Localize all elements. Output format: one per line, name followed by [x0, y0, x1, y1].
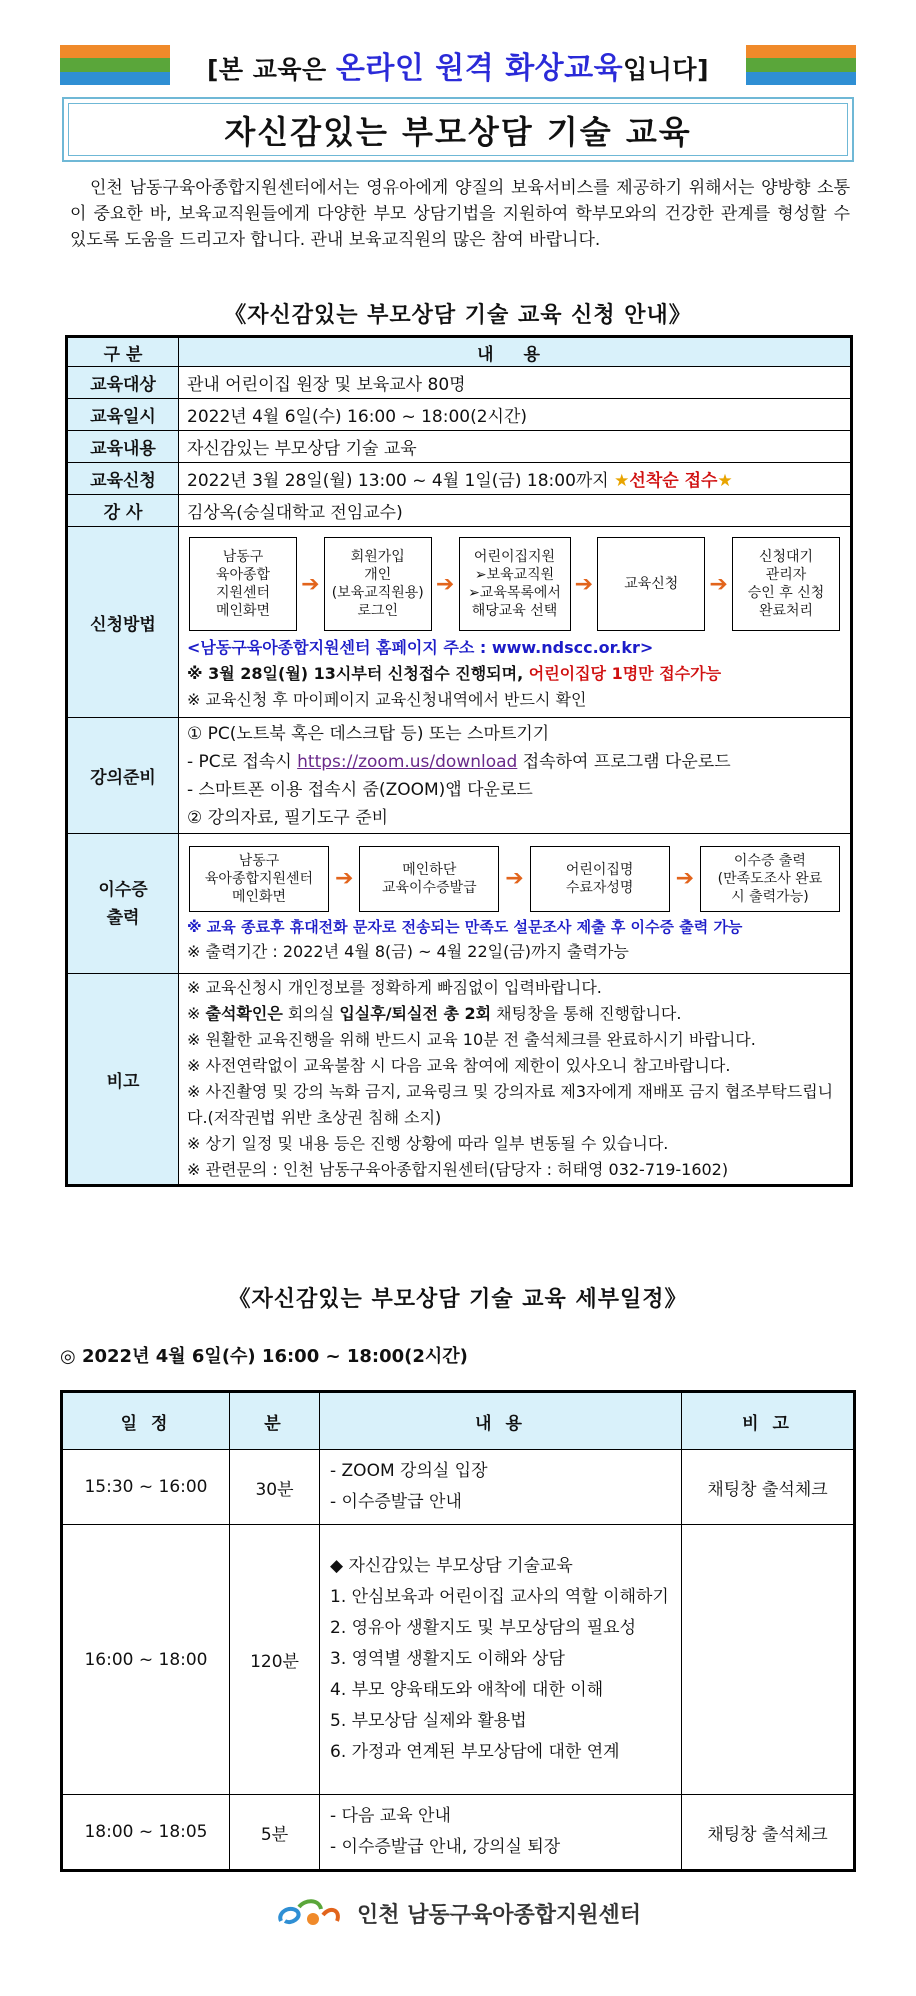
- apply-note: ※ 교육신청 후 마이페이지 교육신청내역에서 반드시 확인: [187, 690, 587, 709]
- schedule-item: 4. 부모 양육태도와 애착에 대한 이해: [330, 1680, 604, 1700]
- page-title: 자신감있는 부모상담 기술 교육: [68, 103, 848, 156]
- flow-step: 어린이집지원 ➢보육교직원 ➢교육목록에서 해당교육 선택: [459, 537, 571, 631]
- remark-line: [187, 1001, 842, 1027]
- schedule-note: 채팅창 출석체크: [682, 1450, 855, 1525]
- flow-step: 회원가입 개인 (보육교직원용) 로그인: [324, 537, 432, 631]
- table-row: [62, 1795, 855, 1871]
- color-stripe-right: [746, 45, 856, 85]
- row-label: 신청방법: [67, 527, 179, 718]
- prep-text: - PC로 접속시: [187, 751, 298, 772]
- apply-method-cell: [179, 527, 852, 718]
- schedule-header: 일 정: [62, 1392, 230, 1450]
- arrow-right-icon: ➔: [709, 571, 728, 597]
- schedule-date: ◎ 2022년 4월 6일(수) 16:00 ~ 18:00(2시간): [60, 1346, 468, 1367]
- first-come-badge: 선착순 접수: [629, 471, 718, 491]
- row-label: [67, 834, 179, 974]
- flow-step: 신청대기 관리자 승인 후 신청 완료처리: [732, 537, 840, 631]
- section-title-application: 《자신감있는 부모상담 기술 교육 신청 안내》: [224, 303, 692, 328]
- prep-line: [187, 748, 842, 776]
- schedule-header: 비 고: [682, 1392, 855, 1450]
- schedule-item: - 다음 교육 안내: [330, 1806, 451, 1826]
- application-table: [65, 335, 853, 1187]
- cert-note: ※ 출력기간 : 2022년 4월 8(금) ~ 4월 22일(금)까지 출력가능: [187, 941, 629, 961]
- row-label: 교육대상: [67, 367, 179, 399]
- footer: [0, 1895, 916, 1931]
- schedule-item: - 이수증발급 안내, 강의실 퇴장: [330, 1837, 561, 1857]
- table-header-label: 구 분: [67, 337, 179, 367]
- remark-line: ※ 사전연락없이 교육불참 시 다음 교육 참여에 제한이 있사오니 참고바랍니다.: [187, 1056, 731, 1075]
- color-stripe-left: [60, 45, 170, 85]
- schedule-item: 5. 부모상담 실제와 활용법: [330, 1711, 527, 1731]
- schedule-item: - ZOOM 강의실 입장: [330, 1461, 488, 1481]
- remarks-cell: [179, 974, 852, 1186]
- top-banner: [60, 40, 856, 90]
- prep-line: - 스마트폰 이용 접속시 줌(ZOOM)앱 다운로드: [187, 779, 533, 800]
- intro-paragraph: 인천 남동구육아종합지원센터에서는 영유아에게 양질의 보육서비스를 제공하기 위해서는 양방향 소통이 중요한 바, 보육교직원들에게 다양한 부모 상담기법을 지원하여 학부모와의 건강한 관계를 형성할 수 있도록 도움을 드리고자 합니다. 관내 보육교직원의 많은 참여 바랍니다.: [70, 178, 850, 250]
- row-label: 교육일시: [67, 399, 179, 431]
- schedule-note: 채팅창 출석체크: [682, 1795, 855, 1871]
- flow-step: 남동구 육아종합 지원센터 메인화면: [189, 537, 297, 631]
- schedule-time: 18:00 ~ 18:05: [62, 1795, 230, 1871]
- apply-limit-text: 어린이집당 1명만 접수가능: [528, 664, 722, 683]
- remark-bold: 출석확인은: [205, 1004, 283, 1023]
- cert-cell: [179, 834, 852, 974]
- remark-text: 회의실: [282, 1004, 340, 1023]
- schedule-item: ◆ 자신감있는 부모상담 기술교육: [330, 1556, 573, 1576]
- cert-label: 이수증: [98, 879, 148, 900]
- schedule-note: [682, 1525, 855, 1795]
- remark-text: ※: [187, 1004, 206, 1023]
- schedule-item: 1. 안심보육과 어린이집 교사의 역할 이해하기: [330, 1587, 669, 1607]
- homepage-link[interactable]: <남동구육아종합지원센터 홈페이지 주소 : www.ndscc.or.kr>: [187, 638, 654, 657]
- cert-label: 출력: [106, 907, 140, 928]
- cert-note: ※ 교육 종료후 휴대전화 문자로 전송되는 만족도 설문조사 제출 후 이수증 출력 가능: [187, 917, 743, 936]
- schedule-minutes: 5분: [230, 1795, 320, 1871]
- remark-line: ※ 원활한 교육진행을 위해 반드시 교육 10분 전 출석체크를 완료하시기 바랍니다.: [187, 1030, 756, 1049]
- row-value: 2022년 4월 6일(수) 16:00 ~ 18:00(2시간): [179, 399, 852, 431]
- arrow-right-icon: ➔: [675, 866, 694, 891]
- remark-line: ※ 사진촬영 및 강의 녹화 금지, 교육링크 및 강의자료 제3자에게 재배포 금지 협조부탁드립니다.(저작권법 위반 초상권 침해 소지): [187, 1082, 834, 1127]
- row-label: 교육신청: [67, 463, 179, 495]
- remark-bold: 입실후/퇴실전 총 2회: [339, 1004, 492, 1023]
- row-value: 관내 어린이집 원장 및 보육교사 80명: [179, 367, 852, 399]
- prep-line: ② 강의자료, 필기도구 준비: [187, 807, 389, 828]
- apply-note-text: ※ 3월 28일(월) 13시부터 신청접수 진행되며,: [187, 664, 529, 683]
- apply-note: [187, 661, 842, 687]
- table-row: [62, 1450, 855, 1525]
- row-label: 강의준비: [67, 718, 179, 834]
- schedule-item: 6. 가정과 연계된 부모상담에 대한 연계: [330, 1742, 620, 1762]
- row-label: 교육내용: [67, 431, 179, 463]
- star-icon: ★: [717, 471, 733, 491]
- table-header-content: 내 용: [179, 337, 852, 367]
- row-value: [179, 463, 852, 495]
- row-value: 자신감있는 부모상담 기술 교육: [179, 431, 852, 463]
- zoom-download-link[interactable]: https://zoom.us/download: [297, 751, 518, 772]
- prep-line: ① PC(노트북 혹은 데스크탑 등) 또는 스마트기기: [187, 723, 550, 744]
- arrow-right-icon: ➔: [334, 866, 354, 891]
- schedule-minutes: 30분: [230, 1450, 320, 1525]
- schedule-header: 내 용: [320, 1392, 682, 1450]
- schedule-header: 분: [230, 1392, 320, 1450]
- center-logo-icon: [275, 1895, 345, 1931]
- remark-line: ※ 교육신청시 개인정보를 정확하게 빠짐없이 입력바랍니다.: [187, 978, 602, 997]
- title-box: [62, 97, 854, 162]
- row-label: 강 사: [67, 495, 179, 527]
- schedule-content: [320, 1525, 682, 1795]
- apply-period: 2022년 3월 28일(월) 13:00 ~ 4월 1일(금) 18:00까지: [187, 471, 615, 491]
- schedule-content: [320, 1450, 682, 1525]
- prep-text: 접속하여 프로그램 다운로드: [517, 751, 731, 772]
- prep-cell: [179, 718, 852, 834]
- schedule-time: 15:30 ~ 16:00: [62, 1450, 230, 1525]
- apply-flow: [187, 531, 842, 635]
- arrow-right-icon: ➔: [301, 571, 320, 597]
- cert-flow: [187, 844, 842, 914]
- flow-step: 남동구 육아종합지원센터 메인화면: [189, 846, 329, 912]
- flow-step: 어린이집명 수료자성명: [530, 846, 670, 912]
- section-title-schedule: 《자신감있는 부모상담 기술 교육 세부일정》: [228, 1287, 688, 1312]
- schedule-table: [60, 1390, 856, 1872]
- footer-org-name: 인천 남동구육아종합지원센터: [357, 1902, 641, 1928]
- schedule-minutes: 120분: [230, 1525, 320, 1795]
- row-label: 비고: [67, 974, 179, 1186]
- row-value: 김상옥(숭실대학교 전임교수): [179, 495, 852, 527]
- arrow-right-icon: ➔: [505, 866, 524, 891]
- banner-text: [본 교육은 온라인 원격 화상교육입니다]: [206, 51, 710, 86]
- flow-step: 교육신청: [597, 537, 705, 631]
- flow-step: 메인하단 교육이수증발급: [359, 846, 499, 912]
- schedule-item: 3. 영역별 생활지도 이해와 상담: [330, 1649, 565, 1669]
- arrow-right-icon: ➔: [435, 571, 455, 597]
- remark-text: 채팅창을 통해 진행합니다.: [491, 1004, 682, 1023]
- schedule-item: 2. 영유아 생활지도 및 부모상담의 필요성: [330, 1618, 636, 1638]
- schedule-item: - 이수증발급 안내: [330, 1492, 462, 1512]
- arrow-right-icon: ➔: [574, 571, 594, 597]
- schedule-time: 16:00 ~ 18:00: [62, 1525, 230, 1795]
- star-icon: ★: [614, 471, 630, 491]
- table-row: [62, 1525, 855, 1795]
- flow-step: 이수증 출력 (만족도조사 완료 시 출력가능): [700, 846, 840, 912]
- remark-line: ※ 상기 일정 및 내용 등은 진행 상황에 따라 일부 변동될 수 있습니다.: [187, 1134, 669, 1153]
- schedule-content: [320, 1795, 682, 1871]
- remark-line: ※ 관련문의 : 인천 남동구육아종합지원센터(담당자 : 허태영 032-719-1602): [187, 1160, 729, 1179]
